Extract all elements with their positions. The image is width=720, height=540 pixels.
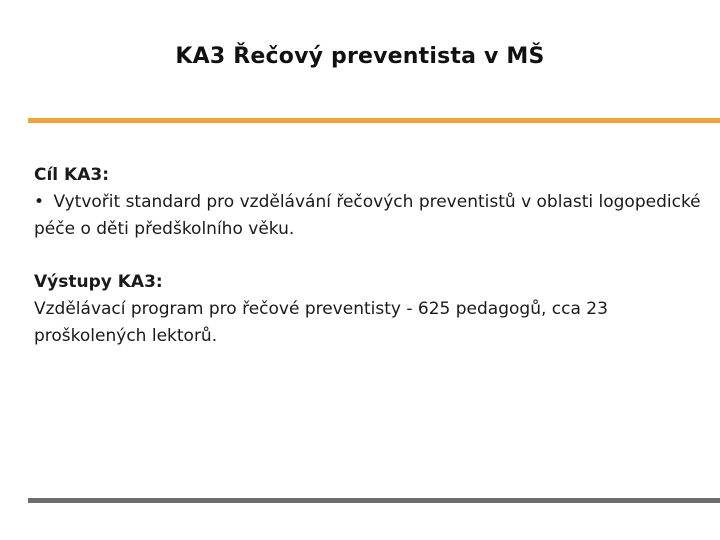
bullet-icon: • xyxy=(34,192,45,212)
goal-bullet-item xyxy=(34,189,702,243)
goal-heading: Cíl KA3: xyxy=(34,165,110,185)
outputs-text: Vzdělávací program pro řečové preventisty - 625 pedagogů, cca 23 proškolených lektorů. xyxy=(34,299,608,346)
title-divider xyxy=(28,118,720,123)
goal-text: Vytvořit standard pro vzdělávání řečových preventistů v oblasti logopedické péče o děti předškolního věku. xyxy=(34,192,701,239)
slide-content xyxy=(34,162,702,350)
slide-title: KA3 Řečový preventista v MŠ xyxy=(175,44,545,69)
outputs-heading: Výstupy KA3: xyxy=(34,272,163,292)
footer-divider xyxy=(28,498,720,503)
